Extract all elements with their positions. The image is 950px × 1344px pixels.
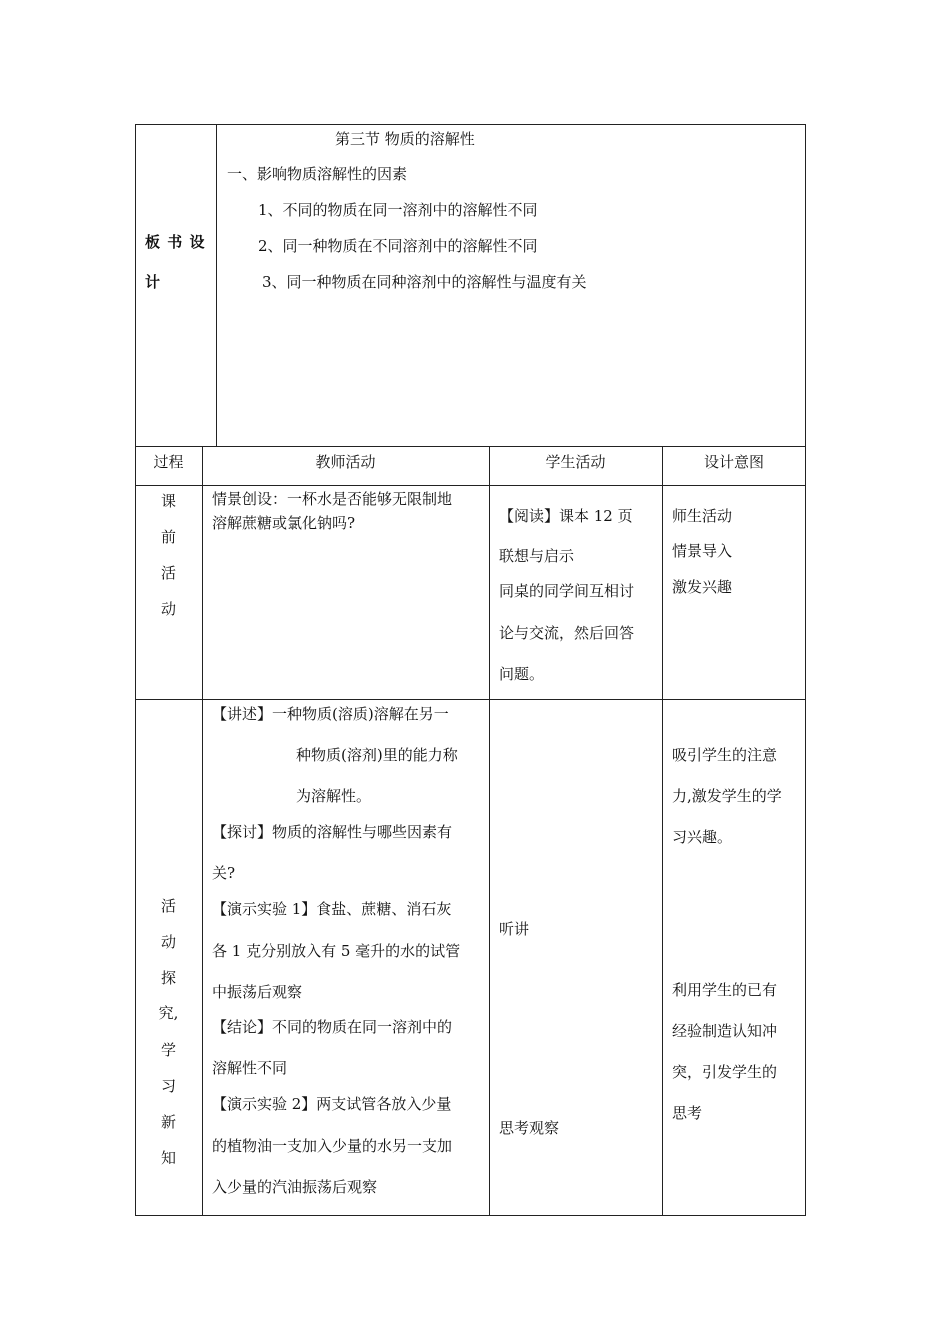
row2-teacher-line: 【探讨】物质的溶解性与哪些因素有 <box>212 823 453 841</box>
row2-process-char: 知 <box>160 1149 176 1167</box>
row1-student-line: 同桌的同学间互相讨 <box>499 582 635 600</box>
board-title: 第三节 物质的溶解性 <box>335 130 475 148</box>
row2-teacher-line: 【演示实验 1】食盐、蔗糖、消石灰 <box>212 900 452 918</box>
row1-teacher-line: 溶解蔗糖或氯化钠吗? <box>212 514 356 532</box>
row1-process-char: 前 <box>160 528 176 546</box>
row2-teacher-line: 中振荡后观察 <box>212 983 303 1001</box>
col-divider-1 <box>202 446 203 1216</box>
row2-teacher-line: 各 1 克分别放入有 5 毫升的水的试管 <box>212 942 461 960</box>
board-heading: 一、影响物质溶解性的因素 <box>227 165 408 183</box>
row2-teacher-line: 【讲述】一种物质(溶质)溶解在另一 <box>212 705 449 723</box>
row1-intent-line: 师生活动 <box>672 507 733 525</box>
row2-intent-line: 突，引发学生的 <box>672 1063 778 1081</box>
row2-intent-line: 力,激发学生的学 <box>672 787 782 805</box>
row2-process-char: 究, <box>158 1004 179 1022</box>
row2-process-char: 新 <box>160 1113 176 1131</box>
row1-intent-line: 激发兴趣 <box>672 578 733 596</box>
row2-intent-line: 吸引学生的注意 <box>672 746 778 764</box>
row2-process-char: 动 <box>160 933 176 951</box>
header-process: 过程 <box>153 453 184 471</box>
row2-teacher-line: 【结论】不同的物质在同一溶剂中的 <box>212 1018 453 1036</box>
row1-process-char: 动 <box>160 600 176 618</box>
row2-intent-line: 习兴趣。 <box>672 828 733 846</box>
header-row-divider <box>135 485 806 486</box>
board-design-label-1: 板 书 设 <box>145 233 206 251</box>
row2-process-char: 活 <box>160 897 176 915</box>
row2-student-line: 听讲 <box>499 920 530 938</box>
col-divider-2 <box>489 446 490 1216</box>
row2-intent-line: 经验制造认知冲 <box>672 1022 778 1040</box>
board-design-divider <box>216 124 217 447</box>
row1-student-line: 联想与启示 <box>499 547 575 565</box>
row2-intent-line: 思考 <box>672 1104 703 1122</box>
row2-teacher-line: 的植物油一支加入少量的水另一支加 <box>212 1137 453 1155</box>
row2-teacher-line: 种物质(溶剂)里的能力称 <box>296 746 458 764</box>
row2-process-char: 探 <box>160 969 176 987</box>
header-teacher: 教师活动 <box>315 453 376 471</box>
row1-process-char: 课 <box>160 492 176 510</box>
row2-teacher-line: 溶解性不同 <box>212 1059 288 1077</box>
board-design-label-2: 计 <box>145 273 161 291</box>
board-item-2: 2、同一种物质在不同溶剂中的溶解性不同 <box>258 237 538 255</box>
row2-student-line: 思考观察 <box>499 1119 560 1137</box>
row2-intent-line: 利用学生的已有 <box>672 981 778 999</box>
col-divider-3 <box>662 446 663 1216</box>
row2-teacher-line: 关? <box>212 864 236 882</box>
row1-process-char: 活 <box>160 564 176 582</box>
row2-process-char: 学 <box>160 1041 176 1059</box>
row1-intent-line: 情景导入 <box>672 542 733 560</box>
row1-teacher-line: 情景创设：一杯水是否能够无限制地 <box>212 490 453 508</box>
board-item-3: 3、同一种物质在同种溶剂中的溶解性与温度有关 <box>262 273 587 291</box>
row1-student-line: 论与交流，然后回答 <box>499 624 635 642</box>
row2-process-char: 习 <box>160 1077 176 1095</box>
row1-student-line: 【阅读】课本 12 页 <box>499 507 633 525</box>
header-student: 学生活动 <box>545 453 606 471</box>
row2-teacher-line: 为溶解性。 <box>296 787 372 805</box>
row2-teacher-line: 入少量的汽油振荡后观察 <box>212 1178 378 1196</box>
row1-student-line: 问题。 <box>499 665 545 683</box>
board-item-1: 1、不同的物质在同一溶剂中的溶解性不同 <box>258 201 538 219</box>
header-intent: 设计意图 <box>703 453 764 471</box>
row2-teacher-line: 【演示实验 2】两支试管各放入少量 <box>212 1095 452 1113</box>
row1-divider <box>135 699 806 700</box>
